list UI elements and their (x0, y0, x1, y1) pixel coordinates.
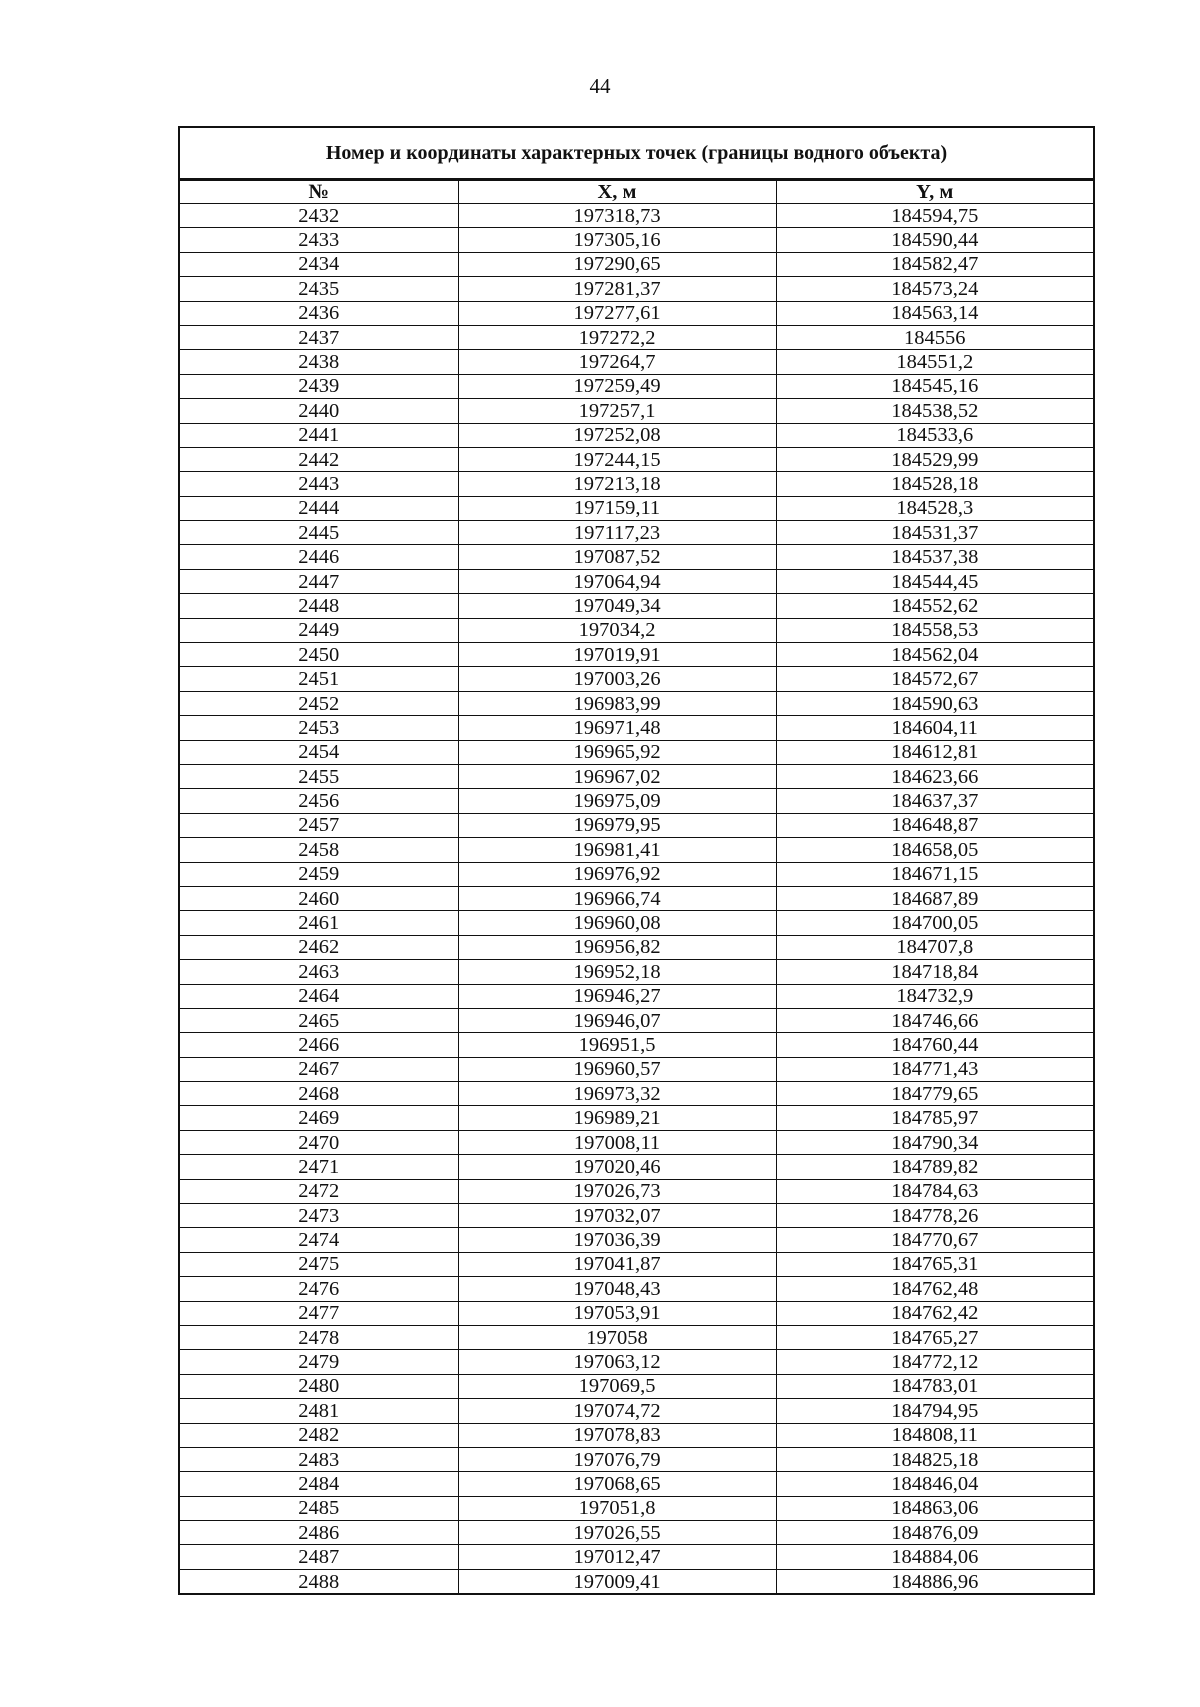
table-row (180, 1496, 1093, 1520)
cell-x: 197063,12 (458, 1350, 776, 1374)
cell-number: 2444 (180, 496, 458, 520)
page-number: 44 (589, 74, 611, 98)
cell-y: 184545,16 (776, 374, 1093, 398)
cell-x: 197159,11 (458, 496, 776, 520)
table-row (180, 1057, 1093, 1081)
cell-x: 197009,41 (458, 1569, 776, 1593)
coordinates-table (180, 180, 1093, 1593)
cell-number: 2457 (180, 813, 458, 837)
cell-number: 2453 (180, 716, 458, 740)
cell-number: 2480 (180, 1374, 458, 1398)
cell-x: 197264,7 (458, 350, 776, 374)
table-row (180, 813, 1093, 837)
cell-number: 2473 (180, 1204, 458, 1228)
cell-x: 197049,34 (458, 594, 776, 618)
cell-number: 2449 (180, 618, 458, 642)
cell-y: 184528,3 (776, 496, 1093, 520)
cell-y: 184790,34 (776, 1130, 1093, 1154)
cell-x: 197272,2 (458, 325, 776, 349)
cell-y: 184612,81 (776, 740, 1093, 764)
table-row (180, 691, 1093, 715)
table-row (180, 228, 1093, 252)
table-row (180, 1008, 1093, 1032)
cell-number: 2475 (180, 1252, 458, 1276)
cell-x: 197076,79 (458, 1447, 776, 1471)
table-row (180, 374, 1093, 398)
cell-number: 2438 (180, 350, 458, 374)
cell-y: 184765,27 (776, 1325, 1093, 1349)
cell-y: 184687,89 (776, 886, 1093, 910)
cell-y: 184533,6 (776, 423, 1093, 447)
cell-y: 184573,24 (776, 277, 1093, 301)
cell-number: 2472 (180, 1179, 458, 1203)
table-row (180, 1228, 1093, 1252)
cell-number: 2459 (180, 862, 458, 886)
cell-number: 2440 (180, 399, 458, 423)
cell-x: 197277,61 (458, 301, 776, 325)
cell-number: 2479 (180, 1350, 458, 1374)
cell-y: 184762,42 (776, 1301, 1093, 1325)
cell-y: 184544,45 (776, 569, 1093, 593)
cell-x: 197003,26 (458, 667, 776, 691)
table-row (180, 643, 1093, 667)
cell-y: 184671,15 (776, 862, 1093, 886)
cell-number: 2433 (180, 228, 458, 252)
cell-number: 2468 (180, 1082, 458, 1106)
table-row (180, 350, 1093, 374)
cell-number: 2456 (180, 789, 458, 813)
table-row (180, 447, 1093, 471)
cell-y: 184770,67 (776, 1228, 1093, 1252)
cell-x: 197244,15 (458, 447, 776, 471)
cell-y: 184863,06 (776, 1496, 1093, 1520)
header-row (180, 181, 1093, 204)
cell-x: 197259,49 (458, 374, 776, 398)
cell-x: 196966,74 (458, 886, 776, 910)
table-row (180, 252, 1093, 276)
cell-x: 197034,2 (458, 618, 776, 642)
cell-y: 184762,48 (776, 1277, 1093, 1301)
cell-y: 184789,82 (776, 1155, 1093, 1179)
cell-number: 2432 (180, 204, 458, 228)
cell-y: 184529,99 (776, 447, 1093, 471)
cell-number: 2455 (180, 764, 458, 788)
cell-number: 2486 (180, 1521, 458, 1545)
cell-x: 197281,37 (458, 277, 776, 301)
table-row (180, 1204, 1093, 1228)
cell-x: 196976,92 (458, 862, 776, 886)
cell-number: 2442 (180, 447, 458, 471)
cell-x: 197048,43 (458, 1277, 776, 1301)
cell-number: 2450 (180, 643, 458, 667)
cell-y: 184528,18 (776, 472, 1093, 496)
table-row (180, 1277, 1093, 1301)
cell-x: 197213,18 (458, 472, 776, 496)
cell-x: 196973,32 (458, 1082, 776, 1106)
table-title: Номер и координаты характерных точек (границы водного объекта) (180, 128, 1093, 180)
cell-x: 196965,92 (458, 740, 776, 764)
cell-x: 197318,73 (458, 204, 776, 228)
table-row (180, 1033, 1093, 1057)
cell-x: 197252,08 (458, 423, 776, 447)
table-row (180, 838, 1093, 862)
table-row (180, 277, 1093, 301)
cell-y: 184531,37 (776, 521, 1093, 545)
cell-number: 2485 (180, 1496, 458, 1520)
cell-x: 197117,23 (458, 521, 776, 545)
table-row (180, 1521, 1093, 1545)
table-row (180, 935, 1093, 959)
cell-x: 197058 (458, 1325, 776, 1349)
cell-y: 184700,05 (776, 911, 1093, 935)
cell-number: 2441 (180, 423, 458, 447)
table-row (180, 1252, 1093, 1276)
cell-x: 196983,99 (458, 691, 776, 715)
cell-y: 184590,63 (776, 691, 1093, 715)
cell-number: 2464 (180, 984, 458, 1008)
cell-number: 2462 (180, 935, 458, 959)
cell-number: 2470 (180, 1130, 458, 1154)
cell-y: 184538,52 (776, 399, 1093, 423)
table-row (180, 1472, 1093, 1496)
table-row (180, 1106, 1093, 1130)
table-row (180, 1350, 1093, 1374)
cell-y: 184794,95 (776, 1399, 1093, 1423)
cell-number: 2447 (180, 569, 458, 593)
cell-y: 184846,04 (776, 1472, 1093, 1496)
cell-number: 2446 (180, 545, 458, 569)
table-row (180, 1179, 1093, 1203)
cell-x: 197026,73 (458, 1179, 776, 1203)
cell-number: 2435 (180, 277, 458, 301)
cell-x: 196960,08 (458, 911, 776, 935)
cell-x: 197074,72 (458, 1399, 776, 1423)
cell-number: 2434 (180, 252, 458, 276)
header-y: Y, м (776, 181, 1093, 204)
table-row (180, 594, 1093, 618)
cell-y: 184558,53 (776, 618, 1093, 642)
cell-y: 184732,9 (776, 984, 1093, 1008)
coordinates-table-frame (178, 126, 1095, 1595)
cell-number: 2454 (180, 740, 458, 764)
table-row (180, 569, 1093, 593)
cell-y: 184784,63 (776, 1179, 1093, 1203)
cell-x: 197068,65 (458, 1472, 776, 1496)
cell-x: 197041,87 (458, 1252, 776, 1276)
cell-number: 2482 (180, 1423, 458, 1447)
table-row (180, 960, 1093, 984)
table-body (180, 204, 1093, 1594)
cell-y: 184876,09 (776, 1521, 1093, 1545)
cell-y: 184551,2 (776, 350, 1093, 374)
table-row (180, 1155, 1093, 1179)
table-row (180, 1082, 1093, 1106)
cell-number: 2483 (180, 1447, 458, 1471)
cell-number: 2451 (180, 667, 458, 691)
table-row (180, 862, 1093, 886)
cell-y: 184778,26 (776, 1204, 1093, 1228)
cell-y: 184783,01 (776, 1374, 1093, 1398)
cell-number: 2448 (180, 594, 458, 618)
cell-x: 197012,47 (458, 1545, 776, 1569)
table-row (180, 1545, 1093, 1569)
cell-y: 184779,65 (776, 1082, 1093, 1106)
cell-x: 197032,07 (458, 1204, 776, 1228)
cell-number: 2460 (180, 886, 458, 910)
cell-number: 2476 (180, 1277, 458, 1301)
table-row (180, 496, 1093, 520)
cell-number: 2463 (180, 960, 458, 984)
table-row (180, 325, 1093, 349)
table-row (180, 667, 1093, 691)
cell-y: 184771,43 (776, 1057, 1093, 1081)
cell-y: 184594,75 (776, 204, 1093, 228)
table-row (180, 1130, 1093, 1154)
table-row (180, 911, 1093, 935)
cell-number: 2466 (180, 1033, 458, 1057)
table-row (180, 545, 1093, 569)
table-row (180, 1447, 1093, 1471)
cell-x: 197078,83 (458, 1423, 776, 1447)
cell-x: 196967,02 (458, 764, 776, 788)
table-row (180, 716, 1093, 740)
table-row (180, 789, 1093, 813)
cell-number: 2458 (180, 838, 458, 862)
cell-y: 184604,11 (776, 716, 1093, 740)
cell-number: 2436 (180, 301, 458, 325)
cell-x: 196952,18 (458, 960, 776, 984)
table-row (180, 1325, 1093, 1349)
cell-x: 197069,5 (458, 1374, 776, 1398)
cell-x: 196946,07 (458, 1008, 776, 1032)
cell-x: 197036,39 (458, 1228, 776, 1252)
cell-number: 2445 (180, 521, 458, 545)
table-row (180, 204, 1093, 228)
cell-x: 197053,91 (458, 1301, 776, 1325)
cell-number: 2465 (180, 1008, 458, 1032)
cell-y: 184562,04 (776, 643, 1093, 667)
table-row (180, 472, 1093, 496)
cell-x: 197020,46 (458, 1155, 776, 1179)
cell-x: 196979,95 (458, 813, 776, 837)
cell-number: 2481 (180, 1399, 458, 1423)
cell-x: 197257,1 (458, 399, 776, 423)
cell-y: 184552,62 (776, 594, 1093, 618)
cell-x: 196946,27 (458, 984, 776, 1008)
cell-y: 184637,37 (776, 789, 1093, 813)
cell-y: 184760,44 (776, 1033, 1093, 1057)
table-row (180, 618, 1093, 642)
cell-x: 196956,82 (458, 935, 776, 959)
cell-x: 197051,8 (458, 1496, 776, 1520)
cell-y: 184582,47 (776, 252, 1093, 276)
cell-number: 2439 (180, 374, 458, 398)
table-row (180, 1399, 1093, 1423)
table-row (180, 740, 1093, 764)
table-row (180, 301, 1093, 325)
cell-y: 184746,66 (776, 1008, 1093, 1032)
cell-number: 2443 (180, 472, 458, 496)
cell-x: 197064,94 (458, 569, 776, 593)
cell-y: 184785,97 (776, 1106, 1093, 1130)
cell-y: 184563,14 (776, 301, 1093, 325)
cell-y: 184658,05 (776, 838, 1093, 862)
cell-number: 2487 (180, 1545, 458, 1569)
cell-y: 184886,96 (776, 1569, 1093, 1593)
table-row (180, 521, 1093, 545)
cell-y: 184772,12 (776, 1350, 1093, 1374)
cell-y: 184537,38 (776, 545, 1093, 569)
cell-number: 2467 (180, 1057, 458, 1081)
cell-x: 197019,91 (458, 643, 776, 667)
cell-number: 2437 (180, 325, 458, 349)
table-row (180, 399, 1093, 423)
table-row (180, 423, 1093, 447)
cell-y: 184648,87 (776, 813, 1093, 837)
table-row (180, 984, 1093, 1008)
header-x: X, м (458, 181, 776, 204)
cell-y: 184623,66 (776, 764, 1093, 788)
cell-y: 184884,06 (776, 1545, 1093, 1569)
cell-number: 2478 (180, 1325, 458, 1349)
table-row (180, 1423, 1093, 1447)
cell-number: 2484 (180, 1472, 458, 1496)
cell-x: 197008,11 (458, 1130, 776, 1154)
table-row (180, 764, 1093, 788)
table-row (180, 1569, 1093, 1593)
cell-x: 196960,57 (458, 1057, 776, 1081)
cell-x: 197305,16 (458, 228, 776, 252)
cell-x: 196989,21 (458, 1106, 776, 1130)
cell-x: 197290,65 (458, 252, 776, 276)
table-row (180, 1301, 1093, 1325)
cell-number: 2471 (180, 1155, 458, 1179)
table-row (180, 1374, 1093, 1398)
cell-x: 196951,5 (458, 1033, 776, 1057)
cell-y: 184808,11 (776, 1423, 1093, 1447)
header-number: № (180, 181, 458, 204)
cell-y: 184572,67 (776, 667, 1093, 691)
cell-y: 184590,44 (776, 228, 1093, 252)
cell-x: 197087,52 (458, 545, 776, 569)
table-row (180, 886, 1093, 910)
cell-number: 2474 (180, 1228, 458, 1252)
cell-number: 2452 (180, 691, 458, 715)
cell-number: 2461 (180, 911, 458, 935)
cell-x: 196975,09 (458, 789, 776, 813)
cell-x: 197026,55 (458, 1521, 776, 1545)
cell-y: 184707,8 (776, 935, 1093, 959)
cell-x: 196981,41 (458, 838, 776, 862)
cell-y: 184825,18 (776, 1447, 1093, 1471)
cell-y: 184765,31 (776, 1252, 1093, 1276)
cell-number: 2469 (180, 1106, 458, 1130)
cell-x: 196971,48 (458, 716, 776, 740)
cell-y: 184556 (776, 325, 1093, 349)
cell-y: 184718,84 (776, 960, 1093, 984)
cell-number: 2488 (180, 1569, 458, 1593)
cell-number: 2477 (180, 1301, 458, 1325)
